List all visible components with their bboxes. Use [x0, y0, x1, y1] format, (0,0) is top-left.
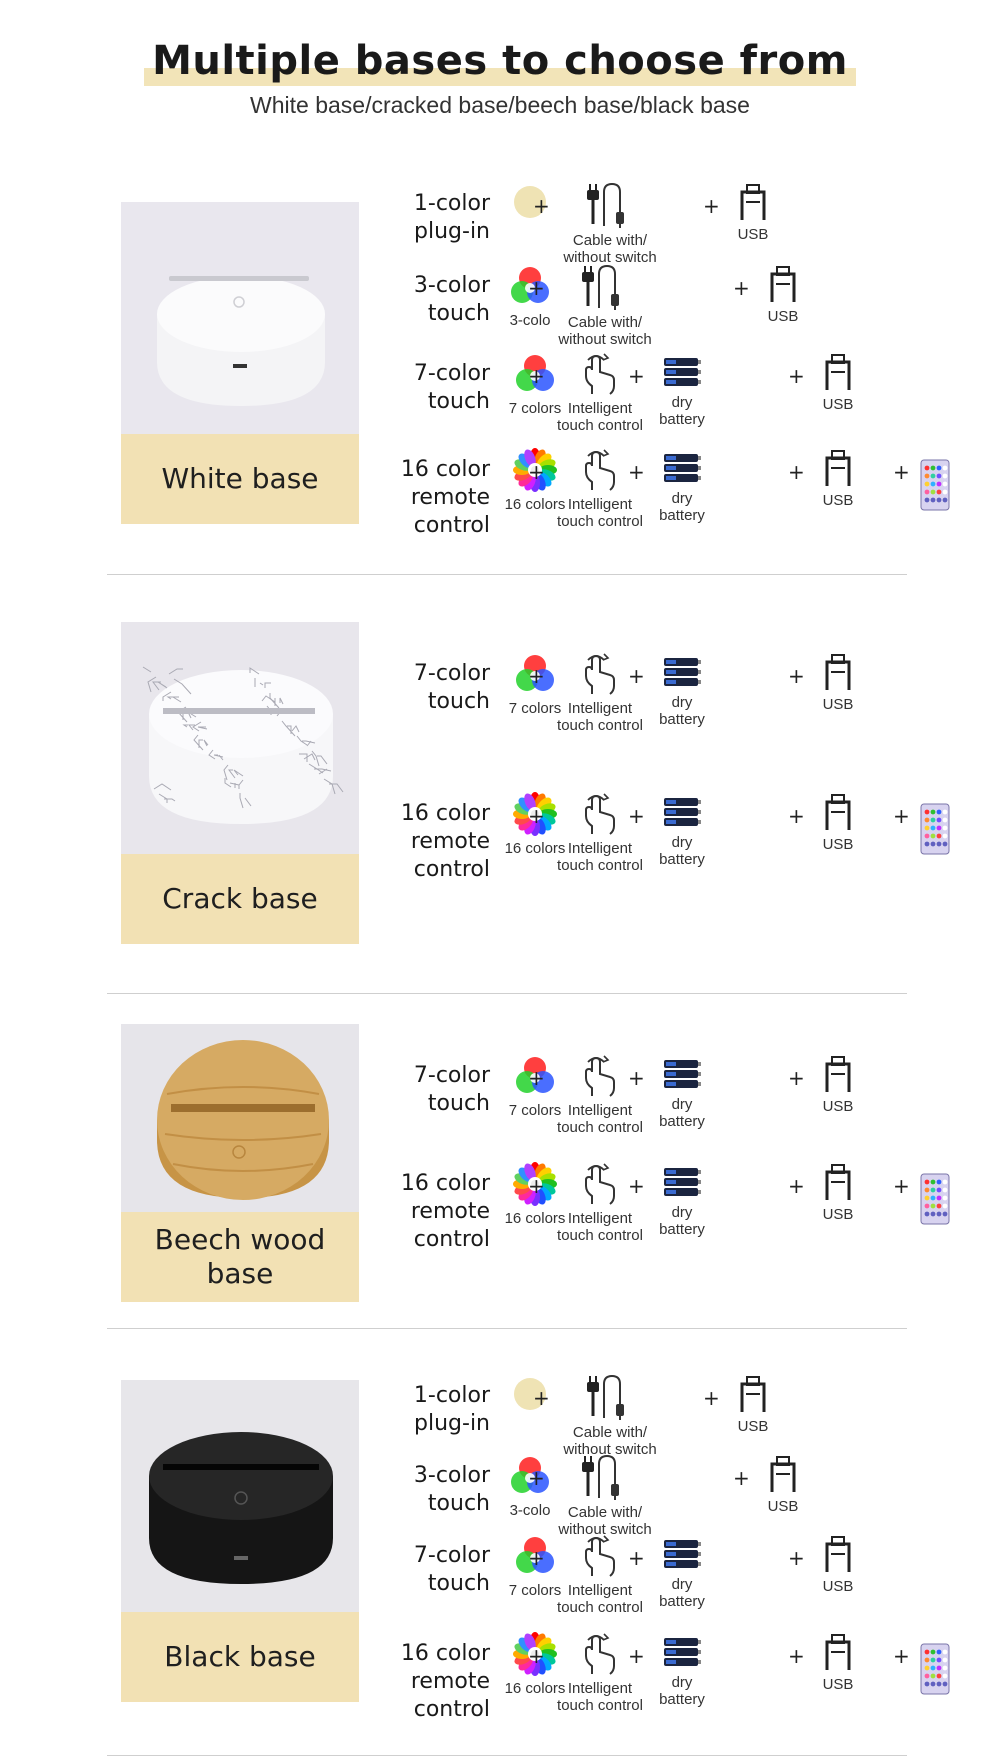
component-caption: Cable with/ without switch [563, 232, 657, 266]
base-photo [121, 202, 359, 434]
usb-component [810, 792, 866, 853]
component-caption: 7 colors [508, 1102, 562, 1119]
title-wrap [152, 38, 848, 84]
page-header [0, 38, 1000, 119]
option-type: 7-color touch [413, 1063, 490, 1116]
option-type: 7-color touch [413, 361, 490, 414]
remote-control-component [915, 1172, 955, 1230]
usb-component [810, 1534, 866, 1595]
battery-icon [661, 352, 703, 394]
plus-sign: + [893, 1644, 910, 1668]
component-caption: dry battery [659, 834, 705, 868]
cable-component [550, 264, 660, 348]
component-caption: Intelligent touch control [557, 400, 643, 434]
component-caption: Cable with/ without switch [558, 1504, 652, 1538]
component-caption: dry battery [659, 694, 705, 728]
plus-sign: + [528, 1174, 545, 1198]
component-caption: USB [767, 1498, 799, 1515]
cable-component [555, 1374, 665, 1458]
option-type: 7-color touch [413, 661, 490, 714]
plus-sign: + [893, 460, 910, 484]
usb-component [810, 1162, 866, 1223]
cable-icon [580, 182, 640, 232]
option-type: 3-color touch [413, 273, 490, 326]
base-photo [121, 1380, 359, 1612]
plus-sign: + [788, 1546, 805, 1570]
touch-control-icon [578, 1054, 622, 1102]
plus-sign: + [528, 1466, 545, 1490]
base-card [121, 202, 359, 524]
usb-icon [735, 182, 771, 226]
remote-control-icon [917, 1172, 953, 1230]
plus-sign: + [893, 1174, 910, 1198]
option-type: 16 color remote control [400, 457, 490, 538]
plus-sign: + [788, 364, 805, 388]
usb-icon [820, 1534, 856, 1578]
usb-component [810, 448, 866, 509]
battery-component [650, 1534, 714, 1610]
base-card [121, 622, 359, 944]
cable-icon [575, 264, 635, 314]
cable-component [555, 182, 665, 266]
base-label: Beech wood base [121, 1212, 359, 1302]
plus-sign: + [628, 1066, 645, 1090]
battery-icon [661, 448, 703, 490]
usb-icon [820, 1632, 856, 1676]
component-caption: dry battery [659, 1674, 705, 1708]
base-label: Crack base [121, 854, 359, 944]
component-caption: 7 colors [508, 700, 562, 717]
battery-component [650, 652, 714, 728]
usb-icon [820, 1162, 856, 1206]
page-title: Multiple bases to choose from [152, 38, 848, 84]
plus-sign: + [703, 194, 720, 218]
usb-icon [765, 1454, 801, 1498]
plus-sign: + [628, 1174, 645, 1198]
touch-control-icon [578, 652, 622, 700]
component-caption: USB [737, 1418, 769, 1435]
component-caption: dry battery [659, 1204, 705, 1238]
component-caption: USB [737, 226, 769, 243]
usb-component [755, 1454, 811, 1515]
option-type: 1-color plug-in [413, 191, 490, 244]
component-caption: dry battery [659, 1096, 705, 1130]
component-caption: USB [822, 696, 854, 713]
section-divider [107, 574, 907, 575]
usb-icon [820, 792, 856, 836]
component-caption: USB [822, 396, 854, 413]
option-type: 1-color plug-in [413, 1383, 490, 1436]
plus-sign: + [533, 194, 550, 218]
usb-component [755, 264, 811, 325]
battery-component [650, 1632, 714, 1708]
battery-component [650, 1162, 714, 1238]
cable-component [550, 1454, 660, 1538]
plus-sign: + [628, 1546, 645, 1570]
component-caption: USB [822, 1098, 854, 1115]
component-caption: 7 colors [508, 400, 562, 417]
base-label: Black base [121, 1612, 359, 1702]
plus-sign: + [788, 460, 805, 484]
component-caption: Intelligent touch control [557, 1102, 643, 1136]
base-card [121, 1024, 359, 1302]
component-caption: 16 colors [504, 1680, 566, 1697]
component-caption: dry battery [659, 394, 705, 428]
cable-icon [580, 1374, 640, 1424]
plus-sign: + [733, 1466, 750, 1490]
component-caption: USB [822, 492, 854, 509]
section-divider [107, 1755, 907, 1756]
remote-control-icon [917, 458, 953, 516]
component-caption: USB [822, 836, 854, 853]
plus-sign: + [628, 364, 645, 388]
base-card [121, 1380, 359, 1702]
option-type: 3-color touch [413, 1463, 490, 1516]
plus-sign: + [528, 1644, 545, 1668]
usb-component [810, 1632, 866, 1693]
plus-sign: + [733, 276, 750, 300]
plus-sign: + [528, 364, 545, 388]
component-caption: Cable with/ without switch [563, 1424, 657, 1458]
remote-control-component [915, 1642, 955, 1700]
battery-icon [661, 652, 703, 694]
cable-icon [575, 1454, 635, 1504]
plus-sign: + [533, 1386, 550, 1410]
plus-sign: + [528, 1066, 545, 1090]
component-caption: 3-colo [509, 1502, 551, 1519]
component-caption: 16 colors [504, 1210, 566, 1227]
component-caption: USB [822, 1578, 854, 1595]
touch-control-icon [578, 448, 622, 496]
touch-control-icon [578, 1632, 622, 1680]
usb-icon [765, 264, 801, 308]
remote-control-component [915, 458, 955, 516]
remote-control-component [915, 802, 955, 860]
plus-sign: + [528, 460, 545, 484]
component-caption: 3-colo [509, 312, 551, 329]
component-caption: Cable with/ without switch [558, 314, 652, 348]
component-caption: dry battery [659, 1576, 705, 1610]
section-divider [107, 1328, 907, 1329]
option-type: 16 color remote control [400, 1171, 490, 1252]
component-caption: Intelligent touch control [557, 1210, 643, 1244]
battery-component [650, 792, 714, 868]
usb-component [810, 1054, 866, 1115]
touch-control-icon [578, 792, 622, 840]
base-photo [121, 1024, 359, 1212]
plus-sign: + [788, 1644, 805, 1668]
component-caption: Intelligent touch control [557, 1680, 643, 1714]
remote-control-icon [917, 802, 953, 860]
plus-sign: + [528, 1546, 545, 1570]
battery-component [650, 1054, 714, 1130]
plus-sign: + [788, 1066, 805, 1090]
usb-icon [820, 352, 856, 396]
base-photo [121, 622, 359, 854]
component-caption: USB [767, 308, 799, 325]
plus-sign: + [788, 664, 805, 688]
battery-icon [661, 1054, 703, 1096]
option-type: 16 color remote control [400, 801, 490, 882]
usb-component [725, 1374, 781, 1435]
component-caption: Intelligent touch control [557, 1582, 643, 1616]
component-caption: 16 colors [504, 496, 566, 513]
plus-sign: + [528, 276, 545, 300]
plus-sign: + [628, 664, 645, 688]
component-caption: dry battery [659, 490, 705, 524]
plus-sign: + [703, 1386, 720, 1410]
component-caption: Intelligent touch control [557, 840, 643, 874]
plus-sign: + [628, 1644, 645, 1668]
usb-icon [735, 1374, 771, 1418]
option-type: 7-color touch [413, 1543, 490, 1596]
component-caption: USB [822, 1206, 854, 1223]
plus-sign: + [788, 1174, 805, 1198]
usb-component [725, 182, 781, 243]
plus-sign: + [893, 804, 910, 828]
usb-icon [820, 652, 856, 696]
component-caption: Intelligent touch control [557, 700, 643, 734]
battery-component [650, 448, 714, 524]
plus-sign: + [628, 804, 645, 828]
remote-control-icon [917, 1642, 953, 1700]
usb-component [810, 652, 866, 713]
plus-sign: + [788, 804, 805, 828]
touch-control-icon [578, 1534, 622, 1582]
component-caption: Intelligent touch control [557, 496, 643, 530]
usb-component [810, 352, 866, 413]
plus-sign: + [528, 804, 545, 828]
touch-control-icon [578, 352, 622, 400]
usb-icon [820, 1054, 856, 1098]
plus-sign: + [528, 664, 545, 688]
battery-icon [661, 792, 703, 834]
section-divider [107, 993, 907, 994]
battery-icon [661, 1534, 703, 1576]
component-caption: 16 colors [504, 840, 566, 857]
component-caption: 7 colors [508, 1582, 562, 1599]
page-subtitle: White base/cracked base/beech base/black base [250, 92, 750, 118]
battery-component [650, 352, 714, 428]
touch-control-icon [578, 1162, 622, 1210]
component-caption: USB [822, 1676, 854, 1693]
plus-sign: + [628, 460, 645, 484]
battery-icon [661, 1162, 703, 1204]
option-type: 16 color remote control [400, 1641, 490, 1722]
base-label: White base [121, 434, 359, 524]
battery-icon [661, 1632, 703, 1674]
usb-icon [820, 448, 856, 492]
